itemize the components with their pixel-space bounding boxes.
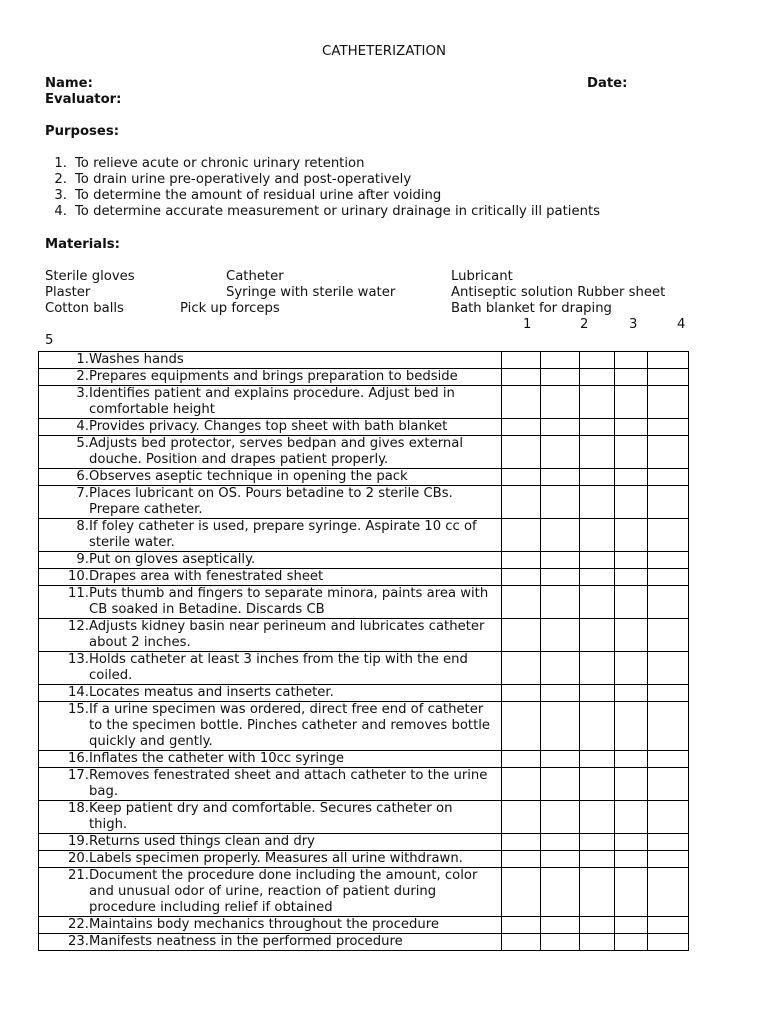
rating-cell[interactable] (648, 586, 689, 619)
step-cell (39, 586, 502, 619)
step-cell (39, 751, 502, 768)
table-row (39, 652, 689, 685)
rating-cell[interactable] (648, 801, 689, 834)
step-text: Inflates the catheter with 10cc syringe (89, 751, 344, 766)
rating-cell[interactable] (580, 801, 615, 834)
rating-cell[interactable] (648, 469, 689, 486)
table-row (39, 619, 689, 652)
rating-cell[interactable] (541, 569, 580, 586)
rating-cell[interactable] (502, 436, 541, 469)
step-number: 14 . (39, 685, 89, 701)
rating-cell[interactable] (580, 569, 615, 586)
table-row (39, 934, 689, 951)
rating-cell[interactable] (502, 834, 541, 851)
rating-cell[interactable] (502, 386, 541, 419)
rating-cell[interactable] (648, 519, 689, 552)
rating-cell[interactable] (502, 685, 541, 702)
rating-cell[interactable] (580, 519, 615, 552)
name-label: Name: (45, 76, 93, 91)
step-number: 3 . (39, 386, 89, 402)
rating-cell[interactable] (541, 801, 580, 834)
material-item: Lubricant (451, 269, 513, 284)
rating-cell[interactable] (580, 685, 615, 702)
rating-cell[interactable] (648, 486, 689, 519)
rating-cell[interactable] (580, 652, 615, 685)
rating-cell[interactable] (580, 917, 615, 934)
rating-cell[interactable] (502, 934, 541, 951)
rating-cell[interactable] (580, 436, 615, 469)
table-row (39, 586, 689, 619)
table-row (39, 386, 689, 419)
step-number: 22 . (39, 917, 89, 933)
page-title: CATHETERIZATION (321, 44, 447, 59)
purpose-item: 1 . To relieve acute or chronic urinary retention (45, 156, 600, 172)
rating-cell[interactable] (541, 702, 580, 751)
rating-cell[interactable] (502, 569, 541, 586)
step-number: 10 . (39, 569, 89, 585)
step-number: 20 . (39, 851, 89, 867)
rating-cell[interactable] (615, 851, 648, 868)
rating-cell[interactable] (502, 419, 541, 436)
rating-cell[interactable] (615, 436, 648, 469)
material-item: Catheter (226, 269, 284, 284)
rating-cell[interactable] (615, 917, 648, 934)
rating-cell[interactable] (615, 519, 648, 552)
table-row (39, 569, 689, 586)
step-number: 7 . (39, 486, 89, 502)
table-row (39, 369, 689, 386)
material-item: Sterile gloves (45, 269, 135, 284)
table-row (39, 834, 689, 851)
rating-cell[interactable] (615, 352, 648, 369)
rating-cell[interactable] (648, 851, 689, 868)
step-number: 1 . (39, 352, 89, 368)
rating-cell[interactable] (648, 386, 689, 419)
rating-cell[interactable] (541, 851, 580, 868)
step-number: 16 . (39, 751, 89, 767)
rating-cell[interactable] (541, 586, 580, 619)
rating-cell[interactable] (580, 702, 615, 751)
table-row (39, 486, 689, 519)
step-cell (39, 652, 502, 685)
rating-cell[interactable] (615, 369, 648, 386)
rating-cell[interactable] (541, 619, 580, 652)
rating-cell[interactable] (648, 569, 689, 586)
rating-cell[interactable] (615, 751, 648, 768)
rating-cell[interactable] (541, 519, 580, 552)
rating-cell[interactable] (580, 369, 615, 386)
rating-cell[interactable] (580, 469, 615, 486)
step-cell (39, 619, 502, 652)
rating-cell[interactable] (615, 552, 648, 569)
step-cell (39, 352, 502, 369)
rating-cell[interactable] (502, 619, 541, 652)
rating-cell[interactable] (541, 751, 580, 768)
rating-cell[interactable] (502, 868, 541, 917)
rating-cell[interactable] (541, 868, 580, 917)
rating-cell[interactable] (502, 469, 541, 486)
step-text: If foley catheter is used, prepare syringe. Aspirate 10 cc of sterile water. (89, 519, 477, 550)
table-row (39, 685, 689, 702)
rating-cell[interactable] (648, 352, 689, 369)
step-text: Adjusts kidney basin near perineum and lubricates catheter about 2 inches. (89, 619, 485, 650)
rating-col-header: 2 (580, 317, 589, 332)
table-row (39, 702, 689, 751)
step-text: Labels specimen properly. Measures all urine withdrawn. (89, 851, 463, 866)
step-text: Maintains body mechanics throughout the procedure (89, 917, 439, 932)
rating-cell[interactable] (541, 486, 580, 519)
step-number: 18 . (39, 801, 89, 817)
rating-cell[interactable] (615, 702, 648, 751)
purpose-item: 2 . To drain urine pre-operatively and post-operatively (45, 172, 600, 188)
step-cell (39, 436, 502, 469)
rating-cell[interactable] (502, 519, 541, 552)
table-row (39, 868, 689, 917)
step-text: Puts thumb and fingers to separate minora, paints area with CB soaked in Betadine. Discards CB (89, 586, 489, 617)
rating-cell[interactable] (580, 619, 615, 652)
step-cell (39, 569, 502, 586)
rating-cell[interactable] (648, 768, 689, 801)
rating-cell[interactable] (502, 702, 541, 751)
step-cell (39, 486, 502, 519)
step-number: 4 . (39, 419, 89, 435)
rating-cell[interactable] (580, 352, 615, 369)
rating-cell[interactable] (580, 934, 615, 951)
step-text: Provides privacy. Changes top sheet with bath blanket (89, 419, 448, 434)
step-text: Washes hands (89, 352, 184, 367)
rating-cell[interactable] (648, 419, 689, 436)
step-text: If a urine specimen was ordered, direct free end of catheter to the specimen bottle. Pinches catheter and removes bottle quickly and gently. (89, 702, 491, 749)
rating-cell[interactable] (648, 552, 689, 569)
rating-cell[interactable] (541, 386, 580, 419)
rating-cell[interactable] (580, 768, 615, 801)
step-cell (39, 768, 502, 801)
rating-cell[interactable] (541, 469, 580, 486)
rating-cell[interactable] (502, 552, 541, 569)
rating-cell[interactable] (541, 768, 580, 801)
material-item: Cotton balls (45, 301, 124, 316)
rating-cell[interactable] (502, 768, 541, 801)
rating-cell[interactable] (541, 552, 580, 569)
rating-cell[interactable] (541, 917, 580, 934)
step-text: Places lubricant on OS. Pours betadine to 2 sterile CBs. Prepare catheter. (89, 486, 453, 517)
step-number: 11 . (39, 586, 89, 602)
rating-cell[interactable] (648, 436, 689, 469)
step-text: Identifies patient and explains procedure. Adjust bed in comfortable height (89, 386, 455, 417)
step-cell (39, 469, 502, 486)
step-text: Drapes area with fenestrated sheet (89, 569, 324, 584)
materials-heading: Materials: (45, 237, 120, 252)
material-item: Syringe with sterile water (226, 285, 396, 300)
rating-cell[interactable] (615, 868, 648, 917)
step-text: Removes fenestrated sheet and attach catheter to the urine bag. (89, 768, 488, 799)
rating-cell[interactable] (502, 851, 541, 868)
rating-col-header: 5 (45, 333, 54, 348)
rating-cell[interactable] (648, 369, 689, 386)
purpose-item: 3 . To determine the amount of residual urine after voiding (45, 188, 600, 204)
rating-cell[interactable] (541, 352, 580, 369)
rating-cell[interactable] (502, 801, 541, 834)
purposes-heading: Purposes: (45, 124, 119, 139)
rating-cell[interactable] (615, 386, 648, 419)
table-row (39, 768, 689, 801)
rating-cell[interactable] (648, 834, 689, 851)
step-cell (39, 851, 502, 868)
rating-cell[interactable] (502, 369, 541, 386)
rating-cell[interactable] (580, 751, 615, 768)
material-item: Antiseptic solution Rubber sheet (451, 285, 666, 300)
rating-cell[interactable] (541, 834, 580, 851)
procedure-checklist-table (38, 351, 689, 951)
rating-cell[interactable] (580, 486, 615, 519)
rating-cell[interactable] (502, 486, 541, 519)
rating-cell[interactable] (580, 868, 615, 917)
table-row (39, 469, 689, 486)
step-number: 21 . (39, 868, 89, 884)
step-number: 9 . (39, 552, 89, 568)
rating-cell[interactable] (541, 369, 580, 386)
rating-cell[interactable] (615, 801, 648, 834)
table-row (39, 552, 689, 569)
rating-cell[interactable] (648, 934, 689, 951)
table-row (39, 519, 689, 552)
rating-cell[interactable] (615, 619, 648, 652)
rating-cell[interactable] (615, 768, 648, 801)
step-number: 8 . (39, 519, 89, 535)
rating-cell[interactable] (580, 586, 615, 619)
purposes-list (45, 156, 600, 220)
step-cell (39, 419, 502, 436)
rating-cell[interactable] (615, 834, 648, 851)
material-item: Pick up forceps (180, 301, 280, 316)
step-cell (39, 934, 502, 951)
rating-cell[interactable] (541, 685, 580, 702)
step-text: Prepares equipments and brings preparation to bedside (89, 369, 458, 384)
rating-cell[interactable] (648, 685, 689, 702)
rating-cell[interactable] (648, 868, 689, 917)
step-cell (39, 834, 502, 851)
rating-cell[interactable] (502, 652, 541, 685)
step-number: 12 . (39, 619, 89, 635)
table-row (39, 917, 689, 934)
step-text: Returns used things clean and dry (89, 834, 315, 849)
step-cell (39, 369, 502, 386)
rating-cell[interactable] (502, 917, 541, 934)
step-cell (39, 917, 502, 934)
table-row (39, 751, 689, 768)
rating-cell[interactable] (648, 702, 689, 751)
rating-cell[interactable] (541, 934, 580, 951)
rating-cell[interactable] (580, 851, 615, 868)
table-row (39, 851, 689, 868)
step-text: Put on gloves aseptically. (89, 552, 256, 567)
rating-cell[interactable] (615, 652, 648, 685)
purpose-item: 4 . To determine accurate measurement or urinary drainage in critically ill patients (45, 204, 600, 220)
table-row (39, 419, 689, 436)
step-number: 15 . (39, 702, 89, 718)
rating-cell[interactable] (648, 751, 689, 768)
evaluator-label: Evaluator: (45, 92, 122, 107)
step-text: Manifests neatness in the performed procedure (89, 934, 403, 949)
date-label: Date: (587, 76, 628, 91)
rating-col-header: 1 (523, 317, 532, 332)
step-number: 17 . (39, 768, 89, 784)
rating-cell[interactable] (502, 352, 541, 369)
rating-cell[interactable] (648, 917, 689, 934)
rating-cell[interactable] (541, 652, 580, 685)
rating-col-header: 3 (629, 317, 638, 332)
step-number: 6 . (39, 469, 89, 485)
step-cell (39, 702, 502, 751)
step-text: Document the procedure done including the amount, color and unusual odor of urine, reaction of patient during procedure including relief if obtained (89, 868, 478, 915)
rating-cell[interactable] (541, 419, 580, 436)
step-number: 2 . (39, 369, 89, 385)
step-cell (39, 552, 502, 569)
step-number: 23 . (39, 934, 89, 950)
rating-cell[interactable] (615, 685, 648, 702)
rating-col-header: 4 (677, 317, 686, 332)
rating-cell[interactable] (615, 419, 648, 436)
step-number: 19 . (39, 834, 89, 850)
step-text: Keep patient dry and comfortable. Secures catheter on thigh. (89, 801, 453, 832)
rating-cell[interactable] (541, 436, 580, 469)
rating-cell[interactable] (502, 586, 541, 619)
table-row (39, 352, 689, 369)
rating-cell[interactable] (502, 751, 541, 768)
rating-cell[interactable] (580, 419, 615, 436)
step-cell (39, 801, 502, 834)
table-row (39, 436, 689, 469)
step-number: 5 . (39, 436, 89, 452)
step-text: Adjusts bed protector, serves bedpan and gives external douche. Position and drapes patient properly. (89, 436, 464, 467)
rating-cell[interactable] (615, 469, 648, 486)
step-text: Locates meatus and inserts catheter. (89, 685, 334, 700)
rating-cell[interactable] (615, 934, 648, 951)
step-cell (39, 868, 502, 917)
step-cell (39, 685, 502, 702)
step-number: 13 . (39, 652, 89, 668)
rating-cell[interactable] (615, 569, 648, 586)
rating-cell[interactable] (648, 652, 689, 685)
step-cell (39, 519, 502, 552)
rating-cell[interactable] (580, 386, 615, 419)
material-item: Bath blanket for draping (451, 301, 612, 316)
step-text: Holds catheter at least 3 inches from the tip with the end coiled. (89, 652, 468, 683)
rating-cell[interactable] (615, 586, 648, 619)
rating-cell[interactable] (615, 486, 648, 519)
rating-cell[interactable] (580, 834, 615, 851)
rating-cell[interactable] (580, 552, 615, 569)
step-cell (39, 386, 502, 419)
step-text: Observes aseptic technique in opening the pack (89, 469, 408, 484)
material-item: Plaster (45, 285, 91, 300)
table-row (39, 801, 689, 834)
rating-cell[interactable] (648, 619, 689, 652)
